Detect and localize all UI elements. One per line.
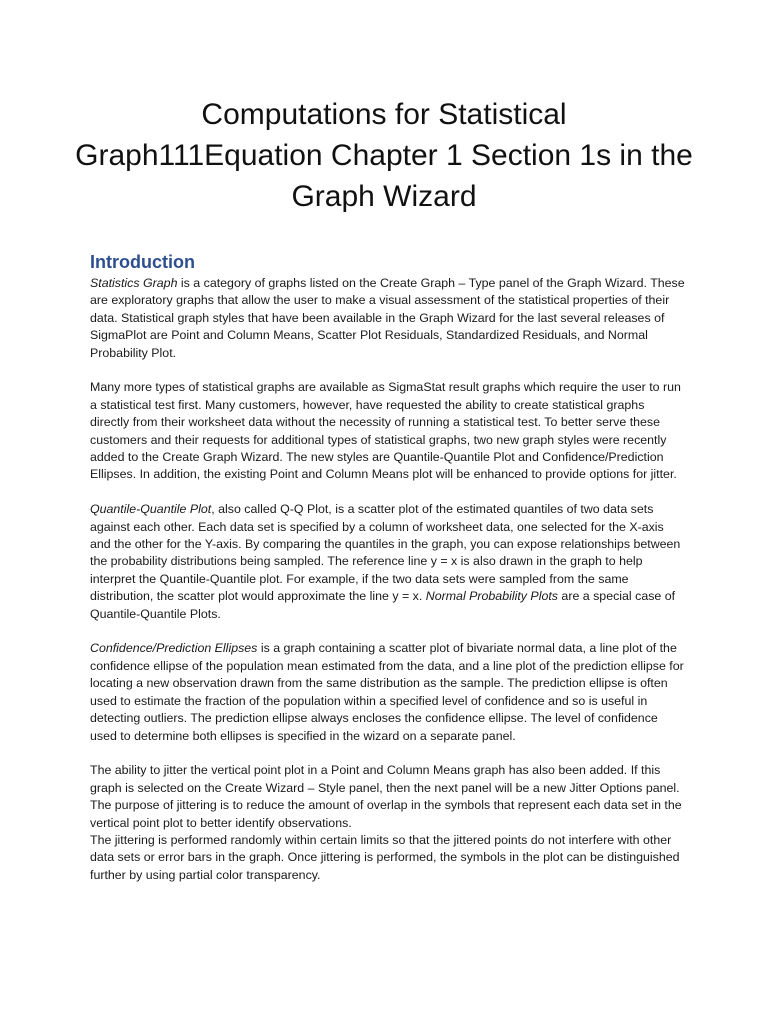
paragraph-text: is a category of graphs listed on the Create Graph – Type panel of the Graph Wizard. These are exploratory graphs that allow the user to make a visual assessment of the statistical properties of their data. Statistical graph styles that have been available in the Graph Wizard for the last several releases of SigmaPlot are Point and Column Means, Scatter Plot Residuals, Standardized Residuals, and Normal Probability Plot.	[90, 276, 685, 360]
paragraph-text: The jittering is performed randomly within certain limits so that the jittered points do not interfere with other data sets or error bars in the graph. Once jittering is performed, the symbols in the plot can be distinguished further by using partial color transparency.	[90, 832, 680, 882]
paragraph-text: is a graph containing a scatter plot of bivariate normal data, a line plot of the confidence ellipse of the population mean estimated from the data, and a line plot of the prediction ellipse for locating a new observation drawn from the same distribution as the sample. The prediction ellipse is often used to estimate the fraction of the population within a specified level of confidence and so is useful in detecting outliers. The prediction ellipse always encloses the confidence ellipse. The level of confidence used to determine both ellipses is specified in the wizard on a separate panel.	[90, 641, 684, 743]
paragraph-text: The ability to jitter the vertical point plot in a Point and Column Means graph has also been added. If this graph is selected on the Create Wizard – Style panel, then the next panel will be a new Jitter Options panel. The purpose of jittering is to reduce the amount of overlap in the symbols that represent each data set in the vertical point plot to better identify observations.	[90, 763, 682, 830]
section-heading-introduction: Introduction	[90, 252, 195, 272]
document-title	[60, 94, 708, 217]
paragraph-text-tail: are a special case of Quantile-Quantile Plots.	[90, 589, 676, 621]
title-line-3: Graph Wizard	[291, 180, 477, 213]
paragraph-qq-plot	[90, 501, 686, 623]
paragraph-text: Many more types of statistical graphs are available as SigmaStat result graphs which require the user to run a statistical test first. Many customers, however, have requested the ability to create statistical graphs directly from their worksheet data without the necessity of running a statistical test. To better serve these customers and their requests for additional types of statistical graphs, two new graph styles were recently added to the Create Graph Wizard. The new styles are Quantile-Quantile Plot and Confidence/Prediction Ellipses. In addition, the existing Point and Column Means plot will be enhanced to provide options for jitter.	[90, 380, 681, 482]
paragraph-statistics-graph	[90, 275, 686, 362]
paragraph-text: , also called Q-Q Plot, is a scatter plot of the estimated quantiles of two data sets against each other. Each data set is specified by a column of worksheet data, one selected for the X-axis and the other for the Y-axis. By comparing the quantiles in the graph, you can expose relationships between the probability distributions being sampled. The reference line y = x is also drawn in the graph to help interpret the Quantile-Quantile plot. For example, if the two data sets were sampled from the same distribution, the scatter plot would approximate the line y = x.	[90, 502, 681, 604]
paragraph-jitter-details	[90, 832, 686, 884]
term-statistics-graph: Statistics Graph	[90, 276, 178, 290]
term-normal-probability-plots: Normal Probability Plots	[425, 589, 558, 604]
title-line-1: Computations for Statistical	[201, 98, 567, 131]
term-confidence-prediction-ellipses: Confidence/Prediction Ellipses	[90, 641, 258, 656]
paragraph-jitter	[90, 762, 686, 832]
title-line-2: Graph111Equation Chapter 1 Section 1s in the	[75, 139, 693, 172]
document-body	[90, 275, 686, 902]
paragraph-sigmastat	[90, 379, 686, 483]
paragraph-ellipses	[90, 640, 686, 744]
term-quantile-quantile-plot: Quantile-Quantile Plot	[90, 502, 212, 517]
